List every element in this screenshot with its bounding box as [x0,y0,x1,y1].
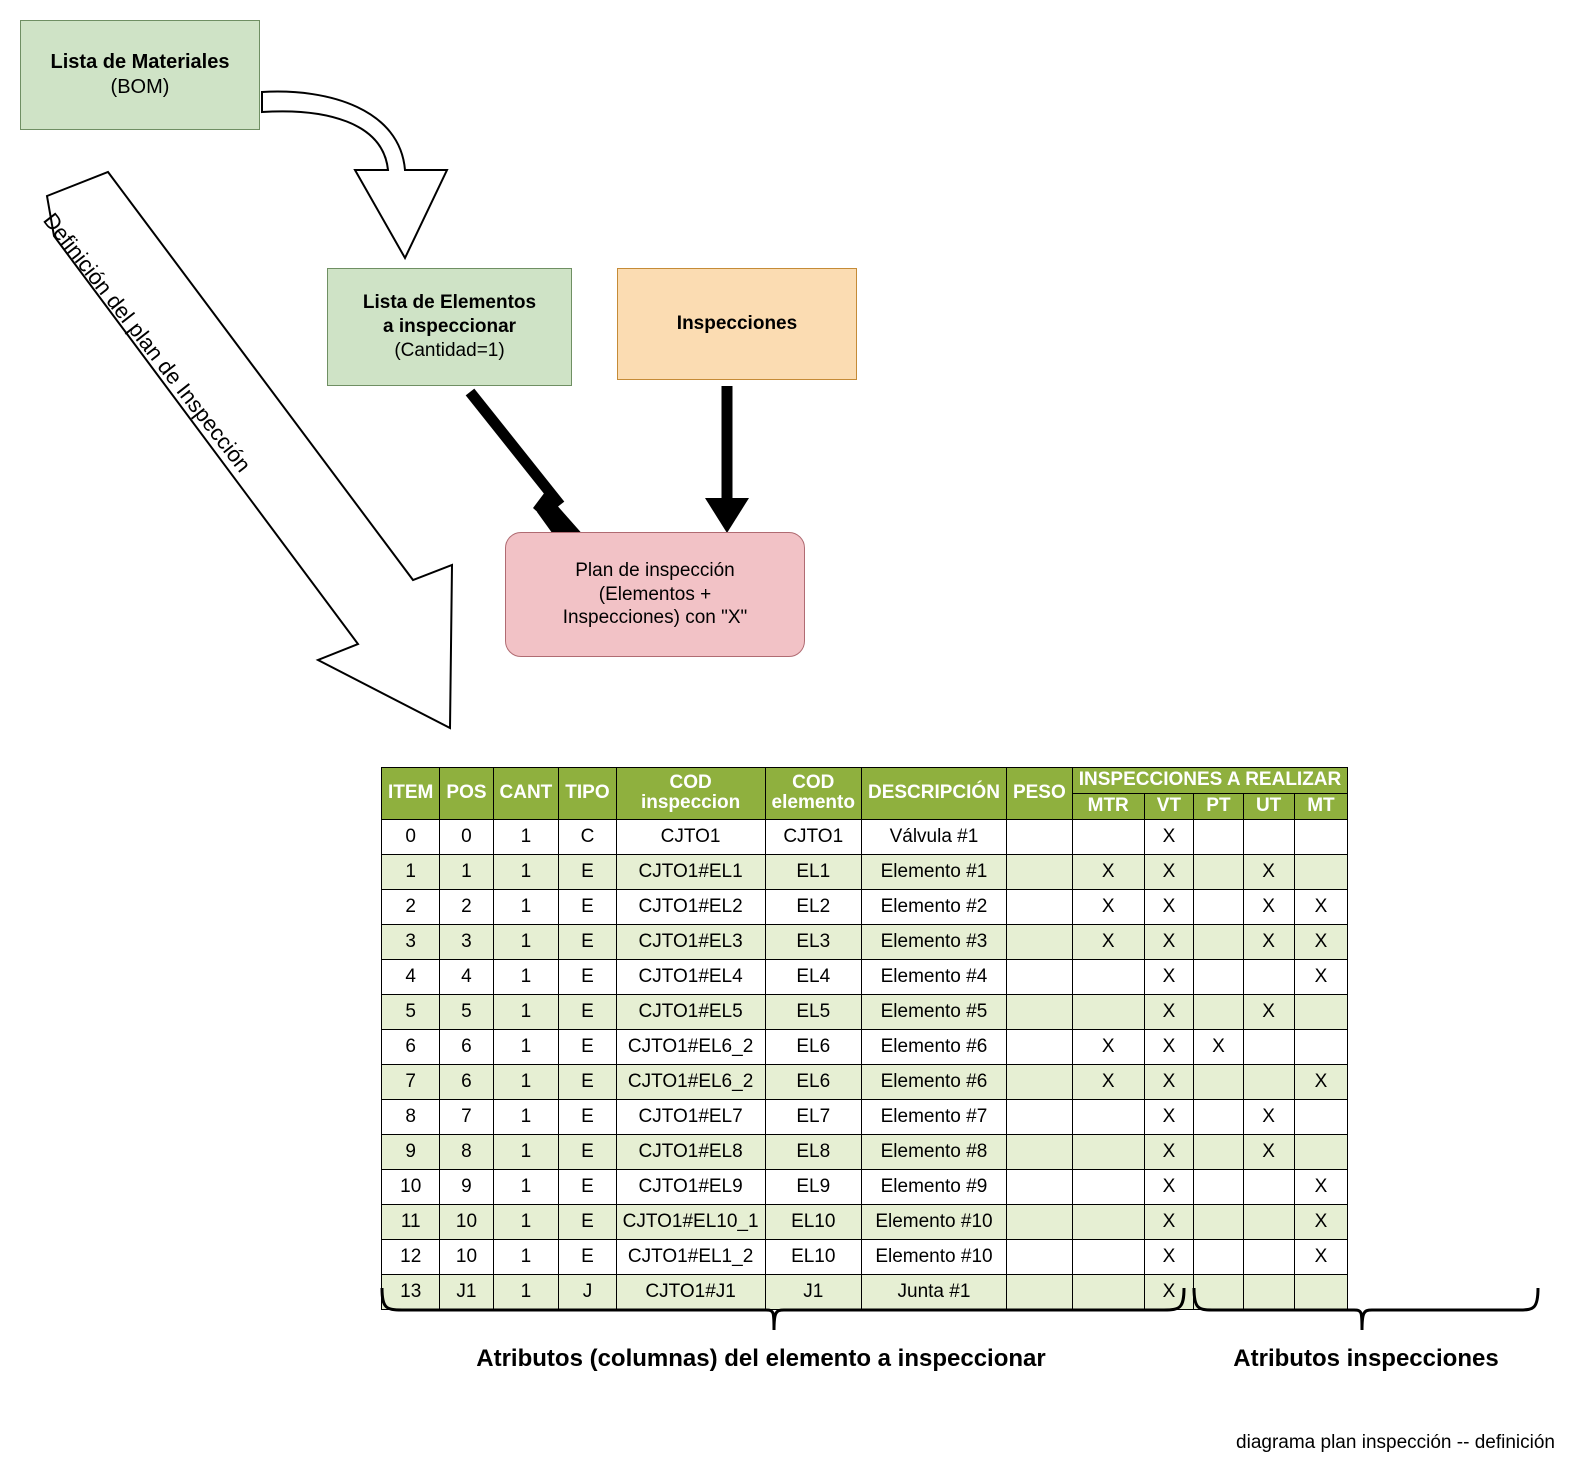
cell-pos: 3 [440,924,493,959]
cell-mtr: X [1072,1064,1144,1099]
cell-cant: 1 [493,1134,559,1169]
cell-vt: X [1144,959,1194,994]
cell-pos: 1 [440,854,493,889]
cell-pos: 0 [440,819,493,854]
cell-item: 12 [382,1239,440,1274]
table-head [382,768,1348,820]
cell-mt [1294,1099,1348,1134]
col-mt: MT [1294,793,1348,819]
col-pos: POS [440,768,493,820]
cell-item: 8 [382,1099,440,1134]
cell-peso [1006,1239,1072,1274]
cell-pos: J1 [440,1274,493,1309]
cell-tipo: J [559,1274,616,1309]
footer-note: diagrama plan inspección -- definición [1236,1432,1555,1453]
table-row [382,1099,1348,1134]
table-row [382,819,1348,854]
cell-vt: X [1144,994,1194,1029]
cell-vt: X [1144,1169,1194,1204]
cell-descripcion: Elemento #10 [861,1204,1006,1239]
cell-cod-inspeccion: CJTO1 [616,819,765,854]
cell-pos: 4 [440,959,493,994]
col-tipo: TIPO [559,768,616,820]
cell-item: 11 [382,1204,440,1239]
cell-mt: X [1294,1169,1348,1204]
cell-cod-elemento: J1 [765,1274,861,1309]
cell-pos: 9 [440,1169,493,1204]
cell-pt [1194,819,1244,854]
cell-ut: X [1243,889,1294,924]
cell-pt [1194,889,1244,924]
cell-tipo: E [559,1239,616,1274]
cell-tipo: E [559,854,616,889]
cell-mtr [1072,1169,1144,1204]
cell-descripcion: Elemento #4 [861,959,1006,994]
cell-mt: X [1294,924,1348,959]
big-arrow-label: Definición del plan de Inspección [38,208,257,477]
group-braces [370,1286,1550,1336]
table-body [382,819,1348,1309]
cell-ut: X [1243,1134,1294,1169]
cell-item: 4 [382,959,440,994]
cell-cod-inspeccion: CJTO1#EL1_2 [616,1239,765,1274]
cell-descripcion: Elemento #6 [861,1029,1006,1064]
cell-ut [1243,1029,1294,1064]
cell-pos: 6 [440,1064,493,1099]
cell-tipo: E [559,1064,616,1099]
cell-vt: X [1144,889,1194,924]
col-peso: PESO [1006,768,1072,820]
table-row [382,1169,1348,1204]
cell-pos: 2 [440,889,493,924]
col-ut: UT [1243,793,1294,819]
cell-cod-elemento: EL1 [765,854,861,889]
cell-cant: 1 [493,819,559,854]
cell-descripcion: Elemento #10 [861,1239,1006,1274]
cell-peso [1006,819,1072,854]
cell-descripcion: Elemento #9 [861,1169,1006,1204]
cell-tipo: E [559,1169,616,1204]
cell-peso [1006,889,1072,924]
cell-ut [1243,1169,1294,1204]
col-item: ITEM [382,768,440,820]
caption-atributos-elemento: Atributos (columnas) del elemento a inspeccionar [476,1345,1046,1372]
cell-cant: 1 [493,994,559,1029]
cell-ut [1243,1204,1294,1239]
cell-vt: X [1144,1204,1194,1239]
cell-item: 1 [382,854,440,889]
cell-cod-inspeccion: CJTO1#EL4 [616,959,765,994]
cell-cant: 1 [493,854,559,889]
cell-descripcion: Válvula #1 [861,819,1006,854]
cell-vt: X [1144,854,1194,889]
cell-cod-inspeccion: CJTO1#EL5 [616,994,765,1029]
cell-pos: 8 [440,1134,493,1169]
table-row [382,1239,1348,1274]
cell-mt: X [1294,959,1348,994]
cell-mt: X [1294,1239,1348,1274]
cell-vt: X [1144,1134,1194,1169]
cell-peso [1006,1064,1072,1099]
cell-item: 13 [382,1274,440,1309]
cell-mtr: X [1072,889,1144,924]
cell-cod-elemento: EL8 [765,1134,861,1169]
table-row [382,1204,1348,1239]
cell-descripcion: Elemento #6 [861,1064,1006,1099]
cell-item: 2 [382,889,440,924]
cell-mtr [1072,1239,1144,1274]
cell-cod-elemento: EL6 [765,1064,861,1099]
cell-mtr [1072,994,1144,1029]
cell-cod-inspeccion: CJTO1#EL6_2 [616,1064,765,1099]
cell-ut: X [1243,1099,1294,1134]
cell-descripcion: Elemento #5 [861,994,1006,1029]
cell-cod-elemento: EL2 [765,889,861,924]
cell-mt [1294,854,1348,889]
node-subtitle: (Cantidad=1) [394,339,505,361]
node-title: Lista de Materiales [50,51,230,73]
node-title-line2: a inspeccionar [382,316,517,338]
cell-cant: 1 [493,959,559,994]
cell-pt [1194,924,1244,959]
cell-cod-inspeccion: CJTO1#J1 [616,1274,765,1309]
cell-ut [1243,819,1294,854]
cell-vt: X [1144,1029,1194,1064]
cell-pos: 7 [440,1099,493,1134]
cell-ut [1243,959,1294,994]
cell-vt: X [1144,1064,1194,1099]
inspection-plan-table-wrap [381,767,1348,1310]
cell-cant: 1 [493,1169,559,1204]
cell-peso [1006,1204,1072,1239]
cell-item: 0 [382,819,440,854]
cell-cant: 1 [493,1239,559,1274]
table-row [382,1029,1348,1064]
cell-cant: 1 [493,1099,559,1134]
table-row [382,1064,1348,1099]
col-pt: PT [1194,793,1244,819]
cell-ut [1243,1064,1294,1099]
table-row [382,994,1348,1029]
cell-mtr [1072,819,1144,854]
cell-cant: 1 [493,889,559,924]
node-title: Inspecciones [676,313,798,335]
cell-pt [1194,994,1244,1029]
cell-cod-elemento: EL7 [765,1099,861,1134]
cell-tipo: C [559,819,616,854]
cell-peso [1006,959,1072,994]
cell-cod-elemento: EL3 [765,924,861,959]
cell-item: 3 [382,924,440,959]
col-cod-inspeccion-line1: COD [669,771,712,793]
cell-vt: X [1144,819,1194,854]
col-inspecciones-a-realizar: INSPECCIONES A REALIZAR [1072,768,1348,794]
cell-peso [1006,1029,1072,1064]
col-vt: VT [1144,793,1194,819]
cell-ut: X [1243,924,1294,959]
cell-mtr [1072,1099,1144,1134]
cell-cod-inspeccion: CJTO1#EL7 [616,1099,765,1134]
table-row [382,854,1348,889]
cell-mtr: X [1072,924,1144,959]
node-lista-de-elementos [327,268,572,386]
cell-cod-inspeccion: CJTO1#EL6_2 [616,1029,765,1064]
cell-pt [1194,854,1244,889]
cell-peso [1006,994,1072,1029]
table-row [382,889,1348,924]
cell-ut [1243,1239,1294,1274]
node-inspecciones [617,268,857,380]
cell-cod-inspeccion: CJTO1#EL9 [616,1169,765,1204]
cell-tipo: E [559,994,616,1029]
cell-tipo: E [559,889,616,924]
cell-cod-elemento: EL4 [765,959,861,994]
cell-tipo: E [559,1204,616,1239]
cell-pos: 6 [440,1029,493,1064]
cell-mt [1294,994,1348,1029]
cell-pt [1194,1099,1244,1134]
cell-mt [1294,1134,1348,1169]
node-subtitle: (BOM) [110,76,170,98]
cell-pos: 10 [440,1204,493,1239]
cell-pt [1194,1134,1244,1169]
node-plan-de-inspeccion [505,532,805,657]
cell-mt [1294,1029,1348,1064]
cell-tipo: E [559,959,616,994]
col-cod-elemento-line1: COD [792,771,835,793]
cell-cant: 1 [493,924,559,959]
cell-cod-elemento: EL10 [765,1239,861,1274]
cell-cant: 1 [493,1274,559,1309]
cell-cod-inspeccion: CJTO1#EL8 [616,1134,765,1169]
cell-vt: X [1144,1239,1194,1274]
inspection-plan-table [381,767,1348,1310]
cell-mtr: X [1072,1029,1144,1064]
cell-descripcion: Elemento #8 [861,1134,1006,1169]
col-cod-inspeccion-line2: inspeccion [640,792,741,814]
cell-peso [1006,1099,1072,1134]
cell-cod-elemento: CJTO1 [765,819,861,854]
cell-tipo: E [559,1099,616,1134]
cell-mtr: X [1072,854,1144,889]
cell-peso [1006,854,1072,889]
cell-mtr [1072,959,1144,994]
caption-atributos-inspecciones: Atributos inspecciones [1233,1345,1499,1372]
node-line2: (Elementos + [598,583,712,605]
node-title-line1: Lista de Elementos [362,292,537,314]
cell-peso [1006,1134,1072,1169]
cell-descripcion: Elemento #2 [861,889,1006,924]
cell-pos: 10 [440,1239,493,1274]
node-lista-de-materiales [20,20,260,130]
col-cant: CANT [493,768,559,820]
node-line1: Plan de inspección [575,559,735,581]
cell-pos: 5 [440,994,493,1029]
table-row [382,959,1348,994]
cell-item: 9 [382,1134,440,1169]
table-row [382,1134,1348,1169]
cell-mt [1294,819,1348,854]
cell-cod-elemento: EL9 [765,1169,861,1204]
cell-mt: X [1294,889,1348,924]
cell-peso [1006,1169,1072,1204]
cell-vt: X [1144,924,1194,959]
cell-item: 7 [382,1064,440,1099]
col-cod-elemento [765,768,861,820]
cell-vt: X [1144,1099,1194,1134]
cell-mtr [1072,1204,1144,1239]
col-descripcion: DESCRIPCIÓN [861,768,1006,820]
cell-cod-inspeccion: CJTO1#EL3 [616,924,765,959]
cell-mt: X [1294,1064,1348,1099]
cell-tipo: E [559,924,616,959]
cell-pt [1194,959,1244,994]
cell-descripcion: Elemento #1 [861,854,1006,889]
cell-ut: X [1243,854,1294,889]
cell-item: 6 [382,1029,440,1064]
cell-cod-inspeccion: CJTO1#EL10_1 [616,1204,765,1239]
cell-cod-elemento: EL10 [765,1204,861,1239]
cell-cod-elemento: EL6 [765,1029,861,1064]
col-cod-inspeccion [616,768,765,820]
cell-pt [1194,1204,1244,1239]
cell-mt: X [1294,1204,1348,1239]
table-row [382,924,1348,959]
cell-cant: 1 [493,1204,559,1239]
cell-tipo: E [559,1029,616,1064]
cell-peso [1006,924,1072,959]
cell-tipo: E [559,1134,616,1169]
cell-pt: X [1194,1029,1244,1064]
col-cod-elemento-line2: elemento [771,792,855,814]
cell-pt [1194,1239,1244,1274]
cell-cod-inspeccion: CJTO1#EL2 [616,889,765,924]
col-mtr: MTR [1072,793,1144,819]
cell-descripcion: Elemento #7 [861,1099,1006,1134]
cell-ut: X [1243,994,1294,1029]
cell-vt: X [1144,1274,1194,1309]
cell-mtr [1072,1134,1144,1169]
cell-cod-elemento: EL5 [765,994,861,1029]
cell-cant: 1 [493,1064,559,1099]
cell-descripcion: Junta #1 [861,1274,1006,1309]
cell-item: 5 [382,994,440,1029]
table-header-row-1 [382,768,1348,794]
cell-descripcion: Elemento #3 [861,924,1006,959]
cell-cod-inspeccion: CJTO1#EL1 [616,854,765,889]
cell-item: 10 [382,1169,440,1204]
cell-cant: 1 [493,1029,559,1064]
node-line3: Inspecciones) con "X" [562,607,748,629]
cell-pt [1194,1169,1244,1204]
cell-pt [1194,1064,1244,1099]
